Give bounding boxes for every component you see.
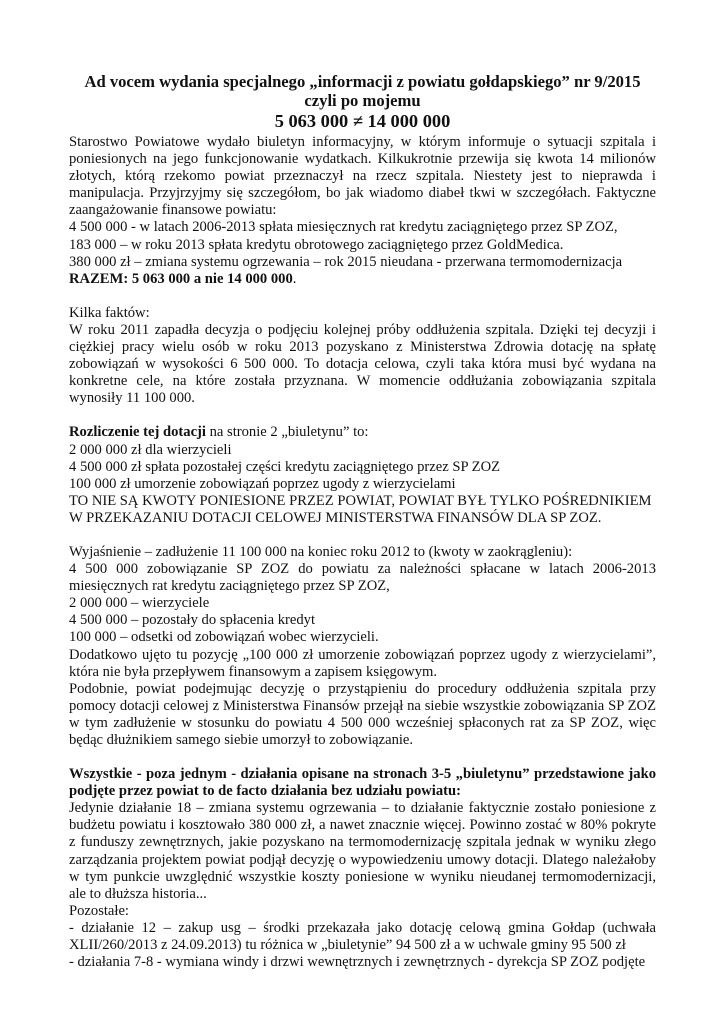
total-bold: RAZEM: 5 063 000 a nie 14 000 000 [69,270,293,287]
explanation-extra: Dodatkowo ujęto tu pozycję „100 000 zł umorzenie zobowiązań poprzez ugody z wierzycielami”, która nie była przepływem finansowym a zapisem księgowym. [69,646,656,680]
settlement-heading-bold: Rozliczenie tej dotacji [69,424,206,441]
explanation-item: 4 500 000 zobowiązanie SP ZOZ do powiatu za należności spłacane w latach 2006-2013 miesięcznych rat kredytu zaciągniętego przez SP ZOZ, [69,561,656,595]
others-heading: Pozostałe: [69,902,129,919]
intro-item: 4 500 000 - w latach 2006-2013 spłata miesięcznych rat kredytu zaciągniętego przez SP ZOZ, [69,219,618,236]
settlement-heading [69,424,656,441]
settlement-item: 2 000 000 zł dla wierzycieli [69,441,232,458]
explanation-item: 2 000 000 – wierzyciele [69,595,210,612]
total-line [69,271,656,288]
intro-paragraph: Starostwo Powiatowe wydało biuletyn informacyjny, w którym informuje o sytuacji szpitala i poniesionych na jego funkcjonowanie wydatkach. Kilkukrotnie przewija się kwota 14 milionów złotych, którą rzekomo powiat przeznaczył na rzecz szpitala. Niestety jest to nieprawda i manipulacja. Przyjrzyjmy się szczegółom, bo jak wiadomo diabeł tkwi w szczegółach. Faktyczne zaangażowanie finansowe powiatu: [69,134,656,219]
settlement-item: 4 500 000 zł spłata pozostałej części kredytu zaciągniętego przez SP ZOZ [69,458,501,475]
document-subtitle: czyli po mojemu [304,91,421,110]
explanation-item: 4 500 000 – pozostały do spłacenia kredyt [69,612,316,629]
others-item: - działanie 12 – zakup usg – środki przekazała jako dotację celową gmina Gołdap (uchwała XLII/260/2013 z 24.09.2013) tu różnica w „biuletynie” 94 500 zł a w uchwale gminy 95 500 zł [69,919,656,954]
explanation-similar: Podobnie, powiat podejmując decyzję o przystąpieniu do procedury oddłużenia szpitala przy pomocy dotacji celowej z Ministerstwa Finansów przejął na siebie wszystkie zobowiązania SP ZOZ w tym zadłużenie w stosunku do powiatu 4 500 000 wcześniej spłaconych rat za SP ZOZ, więc będąc dłużnikiem samego siebie umorzył to zobowiązanie. [69,680,656,748]
explanation-item: 100 000 – odsetki od zobowiązań wobec wierzycieli. [69,629,379,646]
settlement-caps-note: TO NIE SĄ KWOTY PONIESIONE PRZEZ POWIAT, POWIAT BYŁ TYLKO POŚREDNIKIEM W PRZEKAZANIU DOTACJI CELOWEJ MINISTERSTWA FINANSÓW DLA SP ZOZ. [69,492,652,526]
intro-item: 183 000 – w roku 2013 spłata kredytu obrotowego zaciągniętego przez GoldMedica. [69,236,564,253]
actions-heading: Wszystkie - poza jednym - działania opisane na stronach 3-5 „biuletynu” przedstawione jako podjęte przez powiat to de facto działania bez udziału powiatu: [69,766,656,800]
settlement-heading-rest: na stronie 2 „biuletynu” to: [205,424,369,441]
facts-paragraph: W roku 2011 zapadła decyzja o podjęciu kolejnej próby oddłużenia szpitala. Dzięki tej decyzji i ciężkiej pracy wielu osób w roku 2013 pozyskano z Ministerstwa Zdrowia dotację na spłatę zobowiązań w wysokości 6 500 000. To dotacja celowa, czyli taka która musi być wydana na konkretne cele, na które została przyznana. W momencie oddłużania zobowiązania szpitala wynosiły 11 100 000. [69,321,656,407]
intro-item: 380 000 zł – zmiana systemu ogrzewania – rok 2015 nieudana - przerwana termomodernizacja [69,253,623,270]
document-title: Ad vocem wydania specjalnego „informacji z powiatu gołdapskiego” nr 9/2015 [84,72,641,91]
total-end: . [292,270,297,287]
facts-heading: Kilka faktów: [69,304,150,321]
actions-paragraph: Jedynie działanie 18 – zmiana systemu ogrzewania – to działanie faktycznie zostało poniesione z budżetu powiatu i kosztowało 380 000 zł, a nawet znacznie więcej. Powinno zostać w 80% pokryte z funduszy zewnętrznych, jakie pozyskano na termomodernizację szpitala jednak w wyniku złego zarządzania projektem powiat podjął decyzję o wypowiedzeniu umowy dotacji. Dlatego należałoby w tym punkcie uwzględnić wszystkie koszty poniesione w wyniku nieudanej termomodernizacji, ale to dłuższa historia... [69,800,656,902]
settlement-item: 100 000 zł umorzenie zobowiązań poprzez ugody z wierzycielami [69,475,456,492]
document-page [69,72,656,971]
headline-comparison: 5 063 000 ≠ 14 000 000 [274,111,451,131]
others-item: - działania 7-8 - wymiana windy i drzwi wewnętrznych i zewnętrznych - dyrekcja SP ZOZ podjęte [69,954,646,971]
explanation-intro: Wyjaśnienie – zadłużenie 11 100 000 na koniec roku 2012 to (kwoty w zaokrągleniu): [69,543,573,560]
